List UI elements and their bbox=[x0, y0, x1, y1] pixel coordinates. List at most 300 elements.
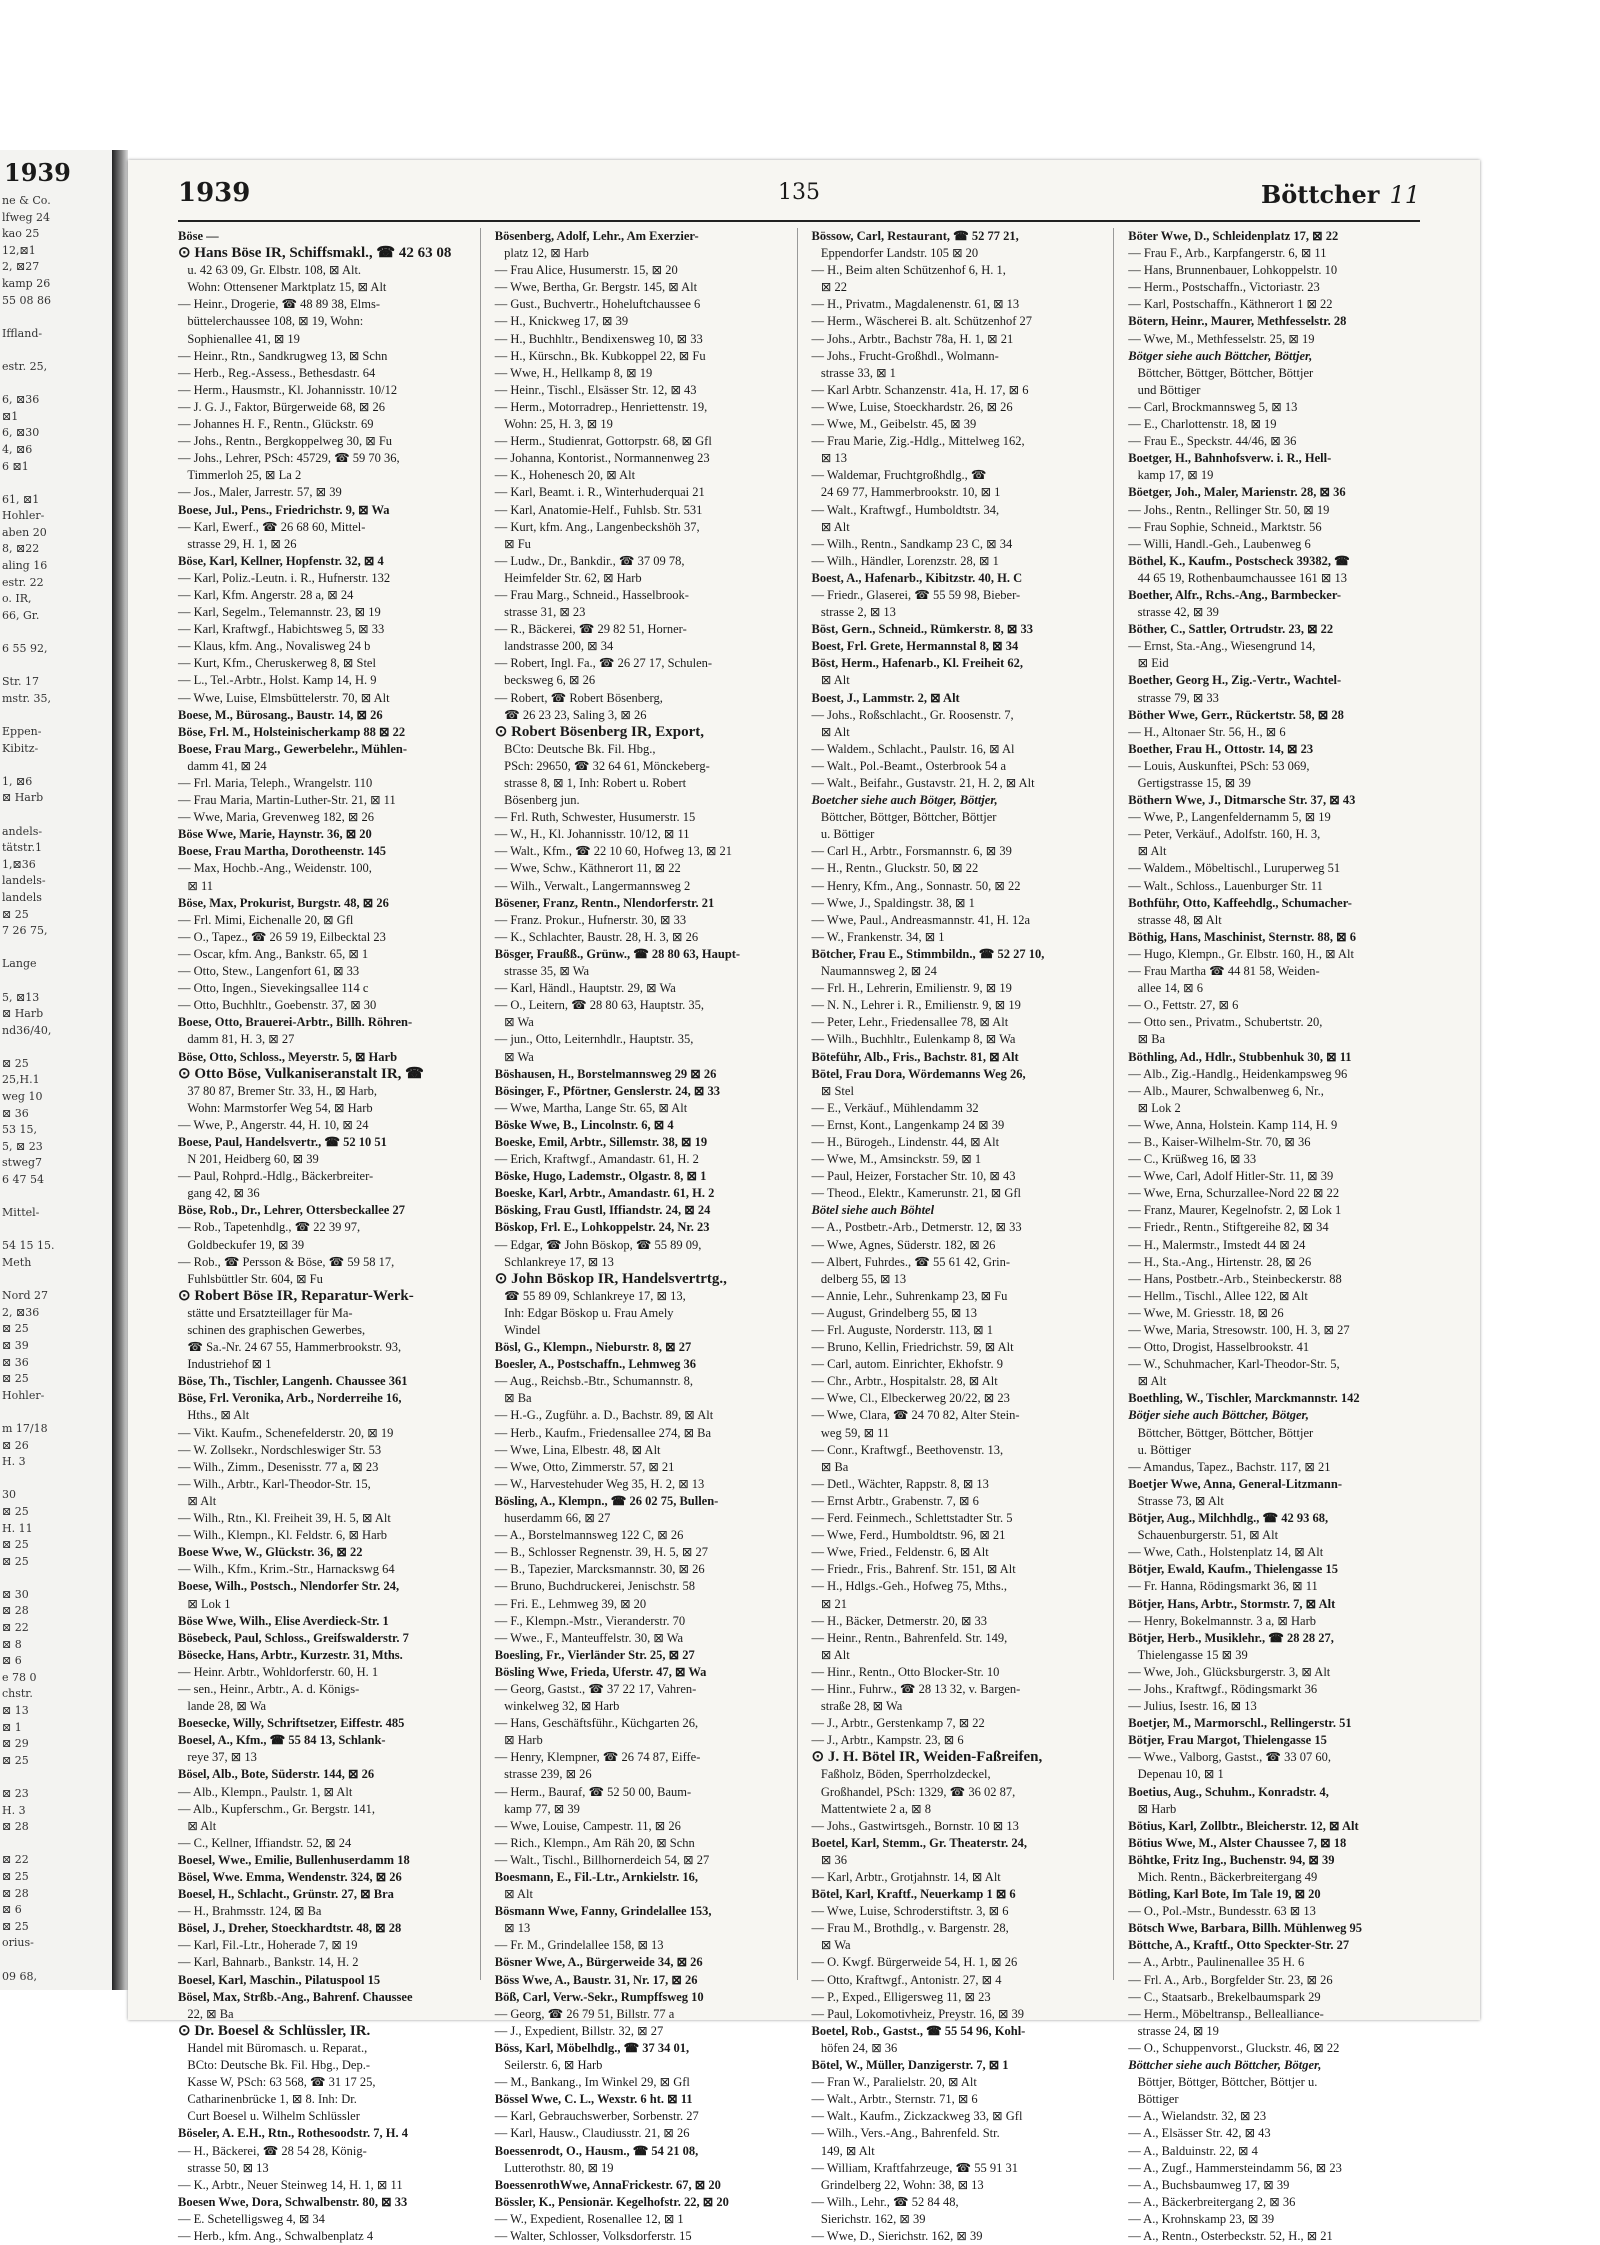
directory-entry: Bösger, Fraußß., Grünw., ☎ 28 80 63, Haupt- bbox=[494, 946, 741, 961]
directory-entry: — Wwe, Fried., Feldenstr. 6, ⊠ Alt bbox=[811, 1545, 989, 1560]
directory-entry: — Friedr., Rentn., Stiftgereihe 82, ⊠ 34 bbox=[1128, 1220, 1329, 1235]
directory-entry: — Hans, Geschäftsführ., Küchgarten 26, bbox=[494, 1716, 699, 1731]
previous-page-line: 6, ⊠30 bbox=[2, 426, 40, 440]
directory-entry: — Paul, Heizer, Forstacher Str. 10, ⊠ 43 bbox=[811, 1169, 1016, 1184]
previous-page-line: m 17/18 bbox=[2, 1421, 48, 1435]
directory-entry: Böß, Carl, Verw.-Sekr., Rumpffsweg 10 bbox=[494, 1989, 704, 2004]
previous-page-line: kao 25 bbox=[2, 227, 40, 241]
directory-entry: Bötjer, Herb., Musiklehr., ☎ 28 28 27, bbox=[1128, 1630, 1334, 1645]
directory-entry: — Frl. H., Lehrerin, Emilienstr. 9, ⊠ 19 bbox=[811, 981, 1012, 996]
directory-entry: strasse 35, ⊠ Wa bbox=[494, 964, 590, 979]
directory-entry: Böse, Karl, Kellner, Hopfenstr. 32, ⊠ 4 bbox=[178, 553, 384, 568]
directory-entry: — Wwe, H., Hellkamp 8, ⊠ 19 bbox=[494, 365, 653, 380]
directory-entry: — Fr. Hanna, Rödingsmarkt 36, ⊠ 11 bbox=[1128, 1579, 1318, 1594]
directory-entry: — Frl. Auguste, Norderstr. 113, ⊠ 1 bbox=[811, 1323, 994, 1337]
directory-entry: — Wwe, Agnes, Süderstr. 182, ⊠ 26 bbox=[811, 1237, 996, 1252]
directory-entry: — Conr., Kraftwgf., Beethovenstr. 13, bbox=[811, 1442, 1004, 1457]
directory-entry: Wohn: Ottensener Marktplatz 15, ⊠ Alt bbox=[178, 280, 387, 295]
directory-entry: — Wilh., Kfm., Krim.-Str., Harnackswg 64 bbox=[178, 1562, 395, 1577]
previous-page-line: 8, ⊠22 bbox=[2, 542, 40, 556]
directory-entry: 149, ⊠ Alt bbox=[811, 2143, 875, 2158]
directory-entry: Boest, A., Hafenarb., Kibitzstr. 40, H. C bbox=[811, 570, 1023, 585]
directory-entry: — Karl, Kraftwgf., Habichtsweg 5, ⊠ 33 bbox=[178, 622, 385, 637]
directory-entry: strasse 8, ⊠ 1, Inh: Robert u. Robert bbox=[494, 776, 687, 790]
directory-entry: ⊠ Alt bbox=[811, 673, 850, 688]
previous-page-line: H. 3 bbox=[2, 1803, 26, 1817]
previous-page-line: 12,⊠1 bbox=[2, 243, 36, 257]
directory-entry: — Walt., Kfm., ☎ 22 10 60, Hofweg 13, ⊠ 21 bbox=[494, 844, 733, 859]
directory-entry: höfen 24, ⊠ 36 bbox=[811, 2040, 898, 2055]
directory-entry: ⊠ 13 bbox=[811, 451, 847, 466]
directory-entry: damm 41, ⊠ 24 bbox=[178, 758, 267, 773]
directory-entry: ⊠ Wa bbox=[811, 1938, 851, 1953]
previous-page-line: weg 10 bbox=[2, 1090, 43, 1104]
directory-entry: — Herb., kfm. Ang., Schwalbenplatz 4 bbox=[178, 2228, 374, 2243]
directory-entry: Timmerloh 25, ⊠ La 2 bbox=[178, 468, 302, 483]
directory-entry: — Wwe, D., Sierichstr. 162, ⊠ 39 bbox=[811, 2228, 983, 2243]
directory-entry: — Frau M., Brothdlg., v. Bargenstr. 28, bbox=[811, 1921, 1009, 1936]
directory-entry: — Walt., Tischl., Billhornerdeich 54, ⊠ 27 bbox=[494, 1852, 710, 1867]
directory-column-3 bbox=[811, 228, 1115, 2243]
directory-entry: — Wwe, M., Methfesselstr. 25, ⊠ 19 bbox=[1128, 331, 1315, 346]
directory-entry: ⊙ Otto Böse, Vulkaniseranstalt IR, ☎ bbox=[178, 1065, 424, 1082]
directory-entry: Faßholz, Böden, Sperrholzdeckel, bbox=[811, 1767, 991, 1782]
directory-entry: — A., Balduinstr. 22, ⊠ 4 bbox=[1128, 2143, 1258, 2158]
directory-entry: Böseler, A. E.H., Rtn., Rothesoodstr. 7, H. 4 bbox=[178, 2126, 408, 2141]
directory-entry: — Otto, Buchhltr., Goebenstr. 37, ⊠ 30 bbox=[178, 998, 377, 1013]
directory-entry: — Theod., Elektr., Kamerunstr. 21, ⊠ Gfl bbox=[811, 1186, 1022, 1201]
directory-entry: — Karl, Händl., Hauptstr. 29, ⊠ Wa bbox=[494, 981, 676, 996]
directory-entry: — H., Altonaer Str. 56, H., ⊠ 6 bbox=[1128, 724, 1286, 739]
directory-entry: — Frau F., Arb., Karpfangerstr. 6, ⊠ 11 bbox=[1128, 246, 1327, 261]
directory-entry: — Otto sen., Privatm., Schubertstr. 20, bbox=[1128, 1015, 1323, 1030]
directory-entry: — Carl, Brockmannsweg 5, ⊠ 13 bbox=[1128, 399, 1298, 414]
directory-entry: — Kurt, Kfm., Cheruskerweg 8, ⊠ Stel bbox=[178, 656, 376, 671]
previous-page-line: ⊠ 26 bbox=[2, 1438, 29, 1452]
directory-entry: — R., Bäckerei, ☎ 29 82 51, Horner- bbox=[494, 622, 687, 637]
previous-page-line: H. 3 bbox=[2, 1455, 26, 1469]
directory-entry: Boeske, Emil, Arbtr., Sillemstr. 38, ⊠ 19 bbox=[494, 1134, 708, 1149]
directory-entry: — F., Klempn.-Mstr., Vieranderstr. 70 bbox=[494, 1613, 686, 1628]
directory-entry: Großhandel, PSch: 1329, ☎ 36 02 87, bbox=[811, 1784, 1016, 1799]
directory-entry: — Wilh., Lehr., ☎ 52 84 48, bbox=[811, 2194, 959, 2209]
previous-page-line: ⊠ 36 bbox=[2, 1106, 29, 1120]
directory-entry: — Friedr., Fris., Bahrenf. Str. 151, ⊠ Alt bbox=[811, 1562, 1016, 1577]
directory-entry: — Karl, Poliz.-Leutn. i. R., Hufnerstr. 132 bbox=[178, 570, 391, 585]
directory-entry: Bösel, J., Dreher, Stoeckhardtstr. 48, ⊠ 28 bbox=[178, 1921, 402, 1936]
directory-entry: Böss Wwe, A., Baustr. 31, Nr. 17, ⊠ 26 bbox=[494, 1972, 698, 1987]
directory-entry: Bötling, Karl Bote, Im Tale 19, ⊠ 20 bbox=[1128, 1887, 1321, 1902]
directory-entry: — W., Schuhmacher, Karl-Theodor-Str. 5, bbox=[1128, 1357, 1340, 1372]
previous-page-line: Meth bbox=[2, 1256, 32, 1269]
previous-page-line: Iffland- bbox=[2, 326, 43, 340]
previous-page-line: e 78 0 bbox=[2, 1670, 37, 1684]
directory-entry: — Ludw., Dr., Bankdir., ☎ 37 09 78, bbox=[494, 553, 685, 568]
previous-page-line bbox=[0, 624, 112, 641]
directory-entry: ⊠ Harb bbox=[494, 1733, 543, 1748]
directory-entry: — Herm., Motorradrep., Henriettenstr. 19, bbox=[494, 399, 708, 414]
previous-page-line: 6 47 54 bbox=[2, 1173, 44, 1187]
directory-entry: ⊠ 11 bbox=[178, 878, 214, 893]
directory-entry: — Karl, Postschaffn., Käthnerort 1 ⊠ 22 bbox=[1128, 297, 1333, 312]
directory-entry: Bötcher, Frau E., Stimmbildn., ☎ 52 27 10, bbox=[811, 946, 1045, 961]
directory-entry: — Bruno, Buchdruckerei, Jenischstr. 58 bbox=[494, 1579, 696, 1594]
directory-entry: — H., Knickweg 17, ⊠ 39 bbox=[494, 314, 629, 329]
directory-entry: Böse, Rob., Dr., Lehrer, Ottersbeckallee 27 bbox=[178, 1203, 405, 1218]
directory-entry: — Wwe., F., Manteuffelstr. 30, ⊠ Wa bbox=[494, 1630, 684, 1645]
running-name-text: Böttcher bbox=[1261, 180, 1380, 209]
directory-entry: Boesel, A., Kfm., ☎ 55 84 13, Schlank- bbox=[178, 1733, 386, 1748]
previous-page-edge bbox=[0, 150, 118, 1990]
directory-entry: — Wilh., Arbtr., Karl-Theodor-Str. 15, bbox=[178, 1476, 371, 1491]
directory-entry: 22, ⊠ Ba bbox=[178, 2006, 234, 2021]
directory-entry: damm 81, H. 3, ⊠ 27 bbox=[178, 1032, 295, 1047]
directory-entry: Bösling Wwe, Frieda, Uferstr. 47, ⊠ Wa bbox=[494, 1664, 707, 1679]
directory-entry: Bötjer, Frau Margot, Thielengasse 15 bbox=[1128, 1733, 1327, 1748]
directory-entry: — Otto, Stew., Langenfort 61, ⊠ 33 bbox=[178, 964, 360, 979]
directory-entry: Industriehof ⊠ 1 bbox=[178, 1357, 272, 1372]
directory-entry: Böhtke, Fritz Ing., Buchenstr. 94, ⊠ 39 bbox=[1128, 1852, 1335, 1867]
directory-entry: — Walt., Kraftwgf., Humboldtstr. 34, bbox=[811, 502, 1000, 517]
directory-entry: — Wwe, P., Langenfeldernamm 5, ⊠ 19 bbox=[1128, 810, 1331, 825]
directory-entry: Bösling, A., Klempn., ☎ 26 02 75, Bullen- bbox=[494, 1493, 719, 1508]
directory-entry: — Waldem., Möbeltischl., Luruperweg 51 bbox=[1128, 861, 1341, 876]
directory-entry: Depenau 10, ⊠ 1 bbox=[1128, 1767, 1224, 1782]
directory-entry: Boesel, H., Schlacht., Grünstr. 27, ⊠ Bra bbox=[178, 1887, 394, 1902]
directory-entry: — A., Postbetr.-Arb., Detmerstr. 12, ⊠ 33 bbox=[811, 1220, 1022, 1235]
directory-entry: Goldbeckufer 19, ⊠ 39 bbox=[178, 1237, 305, 1252]
directory-entry: — Wilh., Rtn., Kl. Freiheit 39, H. 5, ⊠ Alt bbox=[178, 1511, 391, 1526]
directory-entry: ⊠ 22 bbox=[811, 280, 847, 295]
previous-page-line bbox=[0, 1836, 112, 1853]
directory-entry: 44 65 19, Rothenbaumchaussee 161 ⊠ 13 bbox=[1128, 570, 1348, 585]
directory-entry: Boessenrodt, O., Hausm., ☎ 54 21 08, bbox=[494, 2143, 699, 2158]
directory-entry: — sen., Heinr., Arbtr., A. d. Königs- bbox=[178, 1681, 360, 1696]
directory-entry: PSch: 29650, ☎ 32 64 61, Mönckeberg- bbox=[494, 758, 710, 773]
directory-entry: Boesmann, E., Fil.-Ltr., Arnkielstr. 16, bbox=[494, 1870, 699, 1884]
directory-entry: Schauenburgerstr. 51, ⊠ Alt bbox=[1128, 1528, 1279, 1543]
directory-entry: becksweg 6, ⊠ 26 bbox=[494, 673, 596, 688]
directory-entry: — Johs., Rentn., Rellinger Str. 50, ⊠ 19 bbox=[1128, 502, 1330, 517]
previous-page-line: lfweg 24 bbox=[2, 210, 51, 224]
directory-entry: — Johs., Kraftwgf., Rödingsmarkt 36 bbox=[1128, 1681, 1318, 1696]
directory-entry: — William, Kraftfahrzeuge, ☎ 55 91 31 bbox=[811, 2160, 1018, 2175]
directory-entry: Kasse W, PSch: 63 568, ☎ 31 17 25, bbox=[178, 2075, 376, 2090]
previous-page-line: 5, ⊠ 23 bbox=[2, 1139, 43, 1153]
directory-entry: Boether, Alfr., Rchs.-Ang., Barmbecker- bbox=[1128, 587, 1342, 602]
directory-entry: — Waldem., Schlacht., Paulstr. 16, ⊠ Al bbox=[811, 741, 1015, 756]
previous-page-line: ⊠ 25 bbox=[2, 1919, 29, 1933]
previous-page-line: ⊠ 25 bbox=[2, 1869, 29, 1883]
directory-entry: huserdamm 66, ⊠ 27 bbox=[494, 1511, 611, 1526]
previous-page-line: nd36/40, bbox=[2, 1023, 52, 1037]
directory-entry: — Wwe, J., Spaldingstr. 38, ⊠ 1 bbox=[811, 895, 975, 910]
previous-page-line: 53 15, bbox=[2, 1123, 37, 1137]
directory-entry: Catharinenbrücke 1, ⊠ 8. Inh: Dr. bbox=[178, 2092, 357, 2107]
directory-entry: — H., Brahmsstr. 124, ⊠ Ba bbox=[178, 1904, 322, 1919]
directory-entry: Bösecke, Hans, Arbtr., Kurzestr. 31, Mths. bbox=[178, 1647, 403, 1662]
directory-entry: Boetger, H., Bahnhofsverw. i. R., Hell- bbox=[1128, 451, 1332, 466]
directory-entry: — Wwe, Cath., Holstenplatz 14, ⊠ Alt bbox=[1128, 1545, 1324, 1560]
directory-entry: — Hinr., Rentn., Otto Blocker-Str. 10 bbox=[811, 1664, 1000, 1679]
directory-entry: — Wilh., Händler, Lorenzstr. 28, ⊠ 1 bbox=[811, 553, 999, 568]
directory-entry: — Wwe, Bertha, Gr. Bergstr. 145, ⊠ Alt bbox=[494, 280, 698, 295]
directory-entry: — A., Krohnskamp 23, ⊠ 39 bbox=[1128, 2211, 1275, 2226]
directory-entry: straße 28, ⊠ Wa bbox=[811, 1699, 903, 1714]
previous-page-line: 2, ⊠36 bbox=[2, 1305, 40, 1319]
directory-entry: strasse 42, ⊠ 39 bbox=[1128, 605, 1219, 620]
directory-entry: — Wwe, Louise, Campestr. 11, ⊠ 26 bbox=[494, 1818, 681, 1833]
previous-page-line bbox=[0, 1471, 112, 1488]
directory-entry: weg 59, ⊠ 11 bbox=[811, 1425, 890, 1440]
directory-entry: ⊙ Robert Böse IR, Reparatur-Werk- bbox=[178, 1287, 414, 1304]
directory-entry: strasse 239, ⊠ 26 bbox=[494, 1767, 592, 1782]
directory-entry: Böse Wwe, Wilh., Elise Averdieck-Str. 1 bbox=[178, 1613, 389, 1628]
directory-entry: — Frau Marie, Zig.-Hdlg., Mittelweg 162, bbox=[811, 434, 1025, 449]
previous-page-line: chstr. bbox=[2, 1687, 33, 1701]
previous-page-line: kamp 26 bbox=[2, 276, 51, 290]
previous-page-line: 7 26 75, bbox=[2, 924, 48, 938]
previous-page-line: aben 20 bbox=[2, 525, 47, 539]
previous-page-line: ⊠ 28 bbox=[2, 1820, 29, 1834]
directory-entry: stätte und Ersatzteillager für Ma- bbox=[178, 1305, 353, 1320]
directory-entry: — Alb., Klempn., Paulstr. 1, ⊠ Alt bbox=[178, 1784, 353, 1799]
directory-entry: Seilerstr. 6, ⊠ Harb bbox=[494, 2058, 603, 2073]
directory-entry: Bötius Wwe, M., Alster Chaussee 7, ⊠ 18 bbox=[1128, 1835, 1347, 1850]
directory-entry: — Hellm., Tischl., Allee 122, ⊠ Alt bbox=[1128, 1288, 1308, 1303]
directory-entry: — Wwe, Martha, Lange Str. 65, ⊠ Alt bbox=[494, 1100, 688, 1115]
directory-entry: — Franz, Maurer, Kegelnofstr. 2, ⊠ Lok 1 bbox=[1128, 1203, 1342, 1218]
directory-entry: — Wilh., Zimm., Desenisstr. 77 a, ⊠ 23 bbox=[178, 1459, 379, 1474]
directory-entry: — Henry, Bokelmannstr. 3 a, ⊠ Harb bbox=[1128, 1613, 1317, 1628]
directory-entry: — H., Bürogeh., Lindenstr. 44, ⊠ Alt bbox=[811, 1134, 1000, 1149]
directory-entry: Böse, Th., Tischler, Langenh. Chaussee 361 bbox=[178, 1374, 408, 1389]
directory-entry: Boese, Frau Martha, Dorotheenstr. 145 bbox=[178, 844, 386, 859]
directory-entry: — Georg, ☎ 26 79 51, Billstr. 77 a bbox=[494, 2006, 675, 2021]
directory-entry: — Wilh., Rentn., Sandkamp 23 C, ⊠ 34 bbox=[811, 536, 1013, 551]
directory-entry: — Hans, Brunnenbauer, Lohkoppelstr. 10 bbox=[1128, 263, 1338, 278]
directory-entry: — Max, Hochb.-Ang., Weidenstr. 100, bbox=[178, 861, 372, 876]
directory-entry: 24 69 77, Hammerbrookstr. 10, ⊠ 1 bbox=[811, 485, 1001, 500]
directory-entry: ⊠ 36 bbox=[811, 1852, 847, 1867]
directory-entry: ⊙ John Böskop IR, Handelsvertrtg., bbox=[494, 1270, 727, 1287]
previous-page-line bbox=[0, 1404, 112, 1421]
directory-entry: Böttche, A., Kraftf., Otto Speckter-Str. 27 bbox=[1128, 1938, 1350, 1953]
previous-page-line bbox=[0, 707, 112, 724]
directory-entry: Boetel, Karl, Stemm., Gr. Theaterstr. 24, bbox=[811, 1835, 1027, 1850]
directory-entry: Bötius, Karl, Zollbtr., Bleicherstr. 12, ⊠ Alt bbox=[1128, 1818, 1359, 1833]
directory-entry: — Carl, autom. Einrichter, Ekhofstr. 9 bbox=[811, 1357, 1003, 1372]
directory-entry: — W., H., Kl. Johannisstr. 10/12, ⊠ 11 bbox=[494, 827, 690, 842]
directory-entry: — Frau E., Speckstr. 44/46, ⊠ 36 bbox=[1128, 434, 1297, 449]
directory-entry: — H., Bäcker, Detmerstr. 20, ⊠ 33 bbox=[811, 1613, 988, 1628]
directory-entry: Böse, Frl. M., Holsteinischerkamp 88 ⊠ 22 bbox=[178, 724, 406, 739]
directory-entry: — Amandus, Tapez., Bachstr. 117, ⊠ 21 bbox=[1128, 1459, 1331, 1474]
header-year: 1939 bbox=[178, 178, 251, 208]
previous-page-line: ⊠ 25 bbox=[2, 907, 29, 921]
directory-entry: Windel bbox=[494, 1323, 541, 1337]
previous-page-line: ⊠ 6 bbox=[2, 1903, 22, 1917]
directory-entry: Böetger, Joh., Maler, Marienstr. 28, ⊠ 36 bbox=[1128, 485, 1346, 500]
directory-entry: — A., Wielandstr. 32, ⊠ 23 bbox=[1128, 2109, 1267, 2124]
directory-entry: — Karl, Arbtr., Grotjahnstr. 14, ⊠ Alt bbox=[811, 1870, 1001, 1884]
directory-entry: kamp 17, ⊠ 19 bbox=[1128, 468, 1214, 483]
previous-page-line: 1, ⊠6 bbox=[2, 774, 33, 788]
directory-entry: — Frau Marg., Schneid., Hasselbrook- bbox=[494, 587, 689, 602]
directory-entry: Bötel, W., Müller, Danzigerstr. 7, ⊠ 1 bbox=[811, 2058, 1009, 2073]
directory-entry: ⊠ Ba bbox=[811, 1459, 849, 1474]
directory-entry: Boese, Otto, Brauerei-Arbtr., Billh. Röhren- bbox=[178, 1015, 413, 1030]
directory-entry: — Wwe, Ferd., Humboldtstr. 96, ⊠ 21 bbox=[811, 1528, 1006, 1543]
directory-entry: — A., Arbtr., Paulinenallee 35 H. 6 bbox=[1128, 1955, 1305, 1970]
directory-entry: — B., Kaiser-Wilhelm-Str. 70, ⊠ 36 bbox=[1128, 1134, 1311, 1149]
directory-entry: ⊠ Alt bbox=[178, 1818, 217, 1833]
directory-entry: — H., Kürschn., Bk. Kubkoppel 22, ⊠ Fu bbox=[494, 348, 706, 363]
directory-entry: — Karl, Gebrauchswerber, Sorbenstr. 27 bbox=[494, 2109, 699, 2124]
directory-page bbox=[128, 160, 1480, 2243]
directory-entry: — Julius, Isestr. 16, ⊠ 13 bbox=[1128, 1699, 1257, 1714]
directory-entry: — A., Rentn., Osterbeckstr. 52, H., ⊠ 21 bbox=[1128, 2228, 1333, 2243]
directory-entry: — Walter, Schlosser, Volksdorferstr. 15 bbox=[494, 2228, 692, 2243]
directory-entry: — N. N., Lehrer i. R., Emilienstr. 9, ⊠ 19 bbox=[811, 998, 1021, 1013]
directory-entry: — Herm., Möbeltransp., Belleallianсе- bbox=[1128, 2006, 1324, 2021]
previous-page-line: 6, ⊠36 bbox=[2, 393, 40, 407]
previous-page-line: Str. 17 bbox=[2, 675, 39, 689]
directory-entry: Böttcher, Böttger, Böttcher, Böttjer bbox=[1128, 1425, 1314, 1440]
directory-entry: Bösebeck, Paul, Schloss., Greifswalderstr. 7 bbox=[178, 1630, 409, 1645]
directory-entry: — Frau Alice, Husumerstr. 15, ⊠ 20 bbox=[494, 263, 678, 278]
directory-entry: — Jos., Maler, Jarrestr. 57, ⊠ 39 bbox=[178, 485, 342, 500]
directory-entry: Böst, Gern., Schneid., Rümkerstr. 8, ⊠ 33 bbox=[811, 622, 1033, 637]
directory-entry: — Wwe, Anna, Holstein. Kamp 114, H. 9 bbox=[1128, 1117, 1338, 1132]
directory-entry: allee 14, ⊠ 6 bbox=[1128, 981, 1203, 996]
directory-entry: — Ernst, Kont., Langenkamp 24 ⊠ 39 bbox=[811, 1117, 1005, 1132]
directory-entry: — Walt., Arbtr., Sternstr. 71, ⊠ 6 bbox=[811, 2092, 978, 2107]
directory-entry: — Alb., Maurer, Schwalbenweg 6, Nr., bbox=[1128, 1083, 1324, 1098]
previous-page-line: ⊠ 13 bbox=[2, 1704, 29, 1718]
directory-entry: Boeske, Karl, Arbtr., Amandastr. 61, H. 2 bbox=[494, 1186, 715, 1201]
directory-entry: — Heinr. Arbtr., Wohldorferstr. 60, H. 1 bbox=[178, 1664, 379, 1679]
directory-entry: — H.-G., Zugführ. a. D., Bachstr. 89, ⊠ Alt bbox=[494, 1408, 714, 1423]
directory-entry: Bössel Wwe, C. L., Wexstr. 6 ht. ⊠ 11 bbox=[494, 2092, 693, 2107]
directory-entry: gang 42, ⊠ 36 bbox=[178, 1186, 260, 1201]
previous-page-line bbox=[0, 475, 112, 492]
directory-entry: Boetcher siehe auch Bötger, Böttjer, bbox=[811, 793, 998, 808]
directory-entry: Boese Wwe, W., Glückstr. 36, ⊠ 22 bbox=[178, 1545, 363, 1560]
directory-entry: — Johs., Arbtr., Bachstr 78a, H. 1, ⊠ 21 bbox=[811, 331, 1014, 346]
page-header bbox=[178, 178, 1420, 218]
directory-entry: — Karl, Hausw., Claudiusstr. 21, ⊠ 26 bbox=[494, 2126, 690, 2141]
header-running-name bbox=[1261, 180, 1420, 209]
directory-entry: Böse Wwe, Marie, Haynstr. 36, ⊠ 20 bbox=[178, 827, 372, 842]
directory-entry: Böse — bbox=[178, 229, 219, 243]
previous-page-line: ⊠ Harb bbox=[2, 791, 44, 805]
directory-entry: Curt Boesel u. Wilhelm Schlüssler bbox=[178, 2109, 360, 2124]
directory-entry: N 201, Heidberg 60, ⊠ 39 bbox=[178, 1152, 319, 1167]
directory-entry: — Wwe, Luise, Schroderstiftstr. 3, ⊠ 6 bbox=[811, 1904, 1009, 1919]
directory-entry: Hths., ⊠ Alt bbox=[178, 1408, 250, 1423]
directory-entry: ⊠ Alt bbox=[811, 724, 850, 739]
directory-entry: — H., Malermstr., Imstedt 44 ⊠ 24 bbox=[1128, 1237, 1306, 1252]
directory-entry: — Frl. Maria, Teleph., Wrangelstr. 110 bbox=[178, 776, 373, 790]
directory-entry: ⊠ Alt bbox=[1128, 1374, 1167, 1389]
directory-entry: — Wwe, M., Amsinckstr. 59, ⊠ 1 bbox=[811, 1152, 982, 1167]
directory-entry: Bötel siehe auch Böhtel bbox=[811, 1203, 935, 1218]
directory-entry: — Wwe, Joh., Glücksburgerstr. 3, ⊠ Alt bbox=[1128, 1664, 1331, 1679]
directory-entry: — Frl. A., Arb., Borgfelder Str. 23, ⊠ 26 bbox=[1128, 1972, 1333, 1987]
previous-page-line: Eppen- bbox=[2, 725, 42, 738]
previous-page-line: ⊠ 8 bbox=[2, 1637, 22, 1651]
directory-entry: — Wwe, Paul., Andreasmannstr. 41, H. 12a bbox=[811, 912, 1030, 927]
directory-entry: ⊠ Alt bbox=[811, 519, 850, 534]
directory-entry: — Wwe, Cl., Elbeckerweg 20/22, ⊠ 23 bbox=[811, 1391, 1010, 1406]
previous-page-line: Nord 27 bbox=[2, 1289, 49, 1303]
directory-entry: — Herb., Reg.-Assess., Bethesdastr. 64 bbox=[178, 365, 376, 380]
directory-entry: Boesler, A., Postschaffn., Lehmweg 36 bbox=[494, 1357, 697, 1372]
directory-entry: — H., Beim alten Schützenhof 6, H. 1, bbox=[811, 263, 1006, 278]
header-page-number: 135 bbox=[778, 180, 820, 205]
directory-entry: — Peter, Lehr., Friedensallee 78, ⊠ Alt bbox=[811, 1015, 1009, 1030]
directory-entry: Fuhlsbüttler Str. 604, ⊠ Fu bbox=[178, 1271, 323, 1286]
directory-entry: Böttcher siehe auch Böttcher, Bötger, bbox=[1128, 2058, 1322, 2073]
previous-page-line: ⊠ 22 bbox=[2, 1853, 29, 1867]
directory-entry: ⊠ Harb bbox=[1128, 1801, 1177, 1816]
previous-page-line: Hohler- bbox=[2, 509, 45, 523]
previous-page-line: ⊠ Harb bbox=[2, 1007, 44, 1021]
previous-page-line: mstr. 35, bbox=[2, 691, 52, 705]
directory-entry: Mattentwiete 2 a, ⊠ 8 bbox=[811, 1801, 931, 1816]
directory-entry: — K., Arbtr., Neuer Steinweg 14, H. 1, ⊠ 11 bbox=[178, 2177, 403, 2192]
directory-entry: — Fr. M., Grindelallee 158, ⊠ 13 bbox=[494, 1938, 664, 1953]
directory-entry: — Karl, Beamt. i. R., Winterhuderquai 21 bbox=[494, 485, 705, 500]
directory-entry: Bötjer, Hans, Arbtr., Stormstr. 7, ⊠ Alt bbox=[1128, 1596, 1336, 1611]
directory-entry: Böter Wwe, D., Schleidenplatz 17, ⊠ 22 bbox=[1128, 229, 1339, 243]
directory-entry: — Karl, Segelm., Telemannstr. 23, ⊠ 19 bbox=[178, 605, 381, 620]
previous-page-line bbox=[0, 940, 112, 957]
previous-page-line bbox=[0, 1769, 112, 1786]
directory-entry: Boest, J., Lammstr. 2, ⊠ Alt bbox=[811, 690, 960, 705]
previous-page-line: H. 11 bbox=[2, 1521, 33, 1535]
directory-entry: — Wwe, M. Griesstr. 18, ⊠ 26 bbox=[1128, 1305, 1284, 1320]
directory-entry: — Johs., Roßschlacht., Gr. Roosenstr. 7, bbox=[811, 707, 1014, 722]
directory-entry: ⊠ Alt bbox=[811, 1647, 850, 1662]
directory-entry: BCto: Deutsche Bk. Fil. Hbg., Dep.- bbox=[178, 2058, 371, 2073]
directory-entry: — J., Arbtr., Kampstr. 23, ⊠ 6 bbox=[811, 1733, 964, 1748]
directory-entry: Böther Wwe, Gerr., Rückertstr. 58, ⊠ 28 bbox=[1128, 707, 1344, 722]
directory-entry: ⊠ Alt bbox=[178, 1493, 217, 1508]
directory-entry: — A., Buchsbaumweg 17, ⊠ 39 bbox=[1128, 2177, 1290, 2192]
directory-entry: — Karl, Bahnarb., Bankstr. 14, H. 2 bbox=[178, 1955, 359, 1970]
directory-entry: ⊠ Ba bbox=[494, 1391, 532, 1406]
directory-entry: — Edgar, ☎ John Böskop, ☎ 55 89 09, bbox=[494, 1237, 702, 1252]
previous-page-line: ⊠ 1 bbox=[2, 1720, 22, 1734]
directory-entry: — jun., Otto, Leiternhdlr., Hauptstr. 35, bbox=[494, 1032, 694, 1047]
previous-page-line: Lange bbox=[2, 957, 37, 971]
directory-entry: Bössow, Carl, Restaurant, ☎ 52 77 21, bbox=[811, 229, 1019, 243]
directory-entry: — Rob., Tapetenhdlg., ☎ 22 39 97, bbox=[178, 1220, 361, 1235]
directory-entry: — Walt., Schloss., Lauenburger Str. 11 bbox=[1128, 878, 1323, 893]
directory-entry: Böther, C., Sattler, Ortrudstr. 23, ⊠ 22 bbox=[1128, 622, 1334, 637]
directory-entry: — Heinr., Rtn., Sandkrugweg 13, ⊠ Schn bbox=[178, 348, 388, 363]
directory-entry: — August, Grindelberg 55, ⊠ 13 bbox=[811, 1305, 977, 1320]
directory-entry: Schlankreye 17, ⊠ 13 bbox=[494, 1254, 614, 1269]
directory-entry: — A., Zugf., Hammersteindamm 56, ⊠ 23 bbox=[1128, 2160, 1342, 2175]
directory-entry: Inh: Edgar Böskop u. Frau Amely bbox=[494, 1305, 674, 1320]
directory-entry: Böthig, Hans, Maschinist, Sternstr. 88, ⊠ 6 bbox=[1128, 929, 1356, 944]
directory-entry: — Wwe, Otto, Zimmerstr. 57, ⊠ 21 bbox=[494, 1459, 675, 1474]
directory-entry: Lutterothstr. 80, ⊠ 19 bbox=[494, 2160, 614, 2175]
directory-column-2 bbox=[494, 228, 798, 2243]
